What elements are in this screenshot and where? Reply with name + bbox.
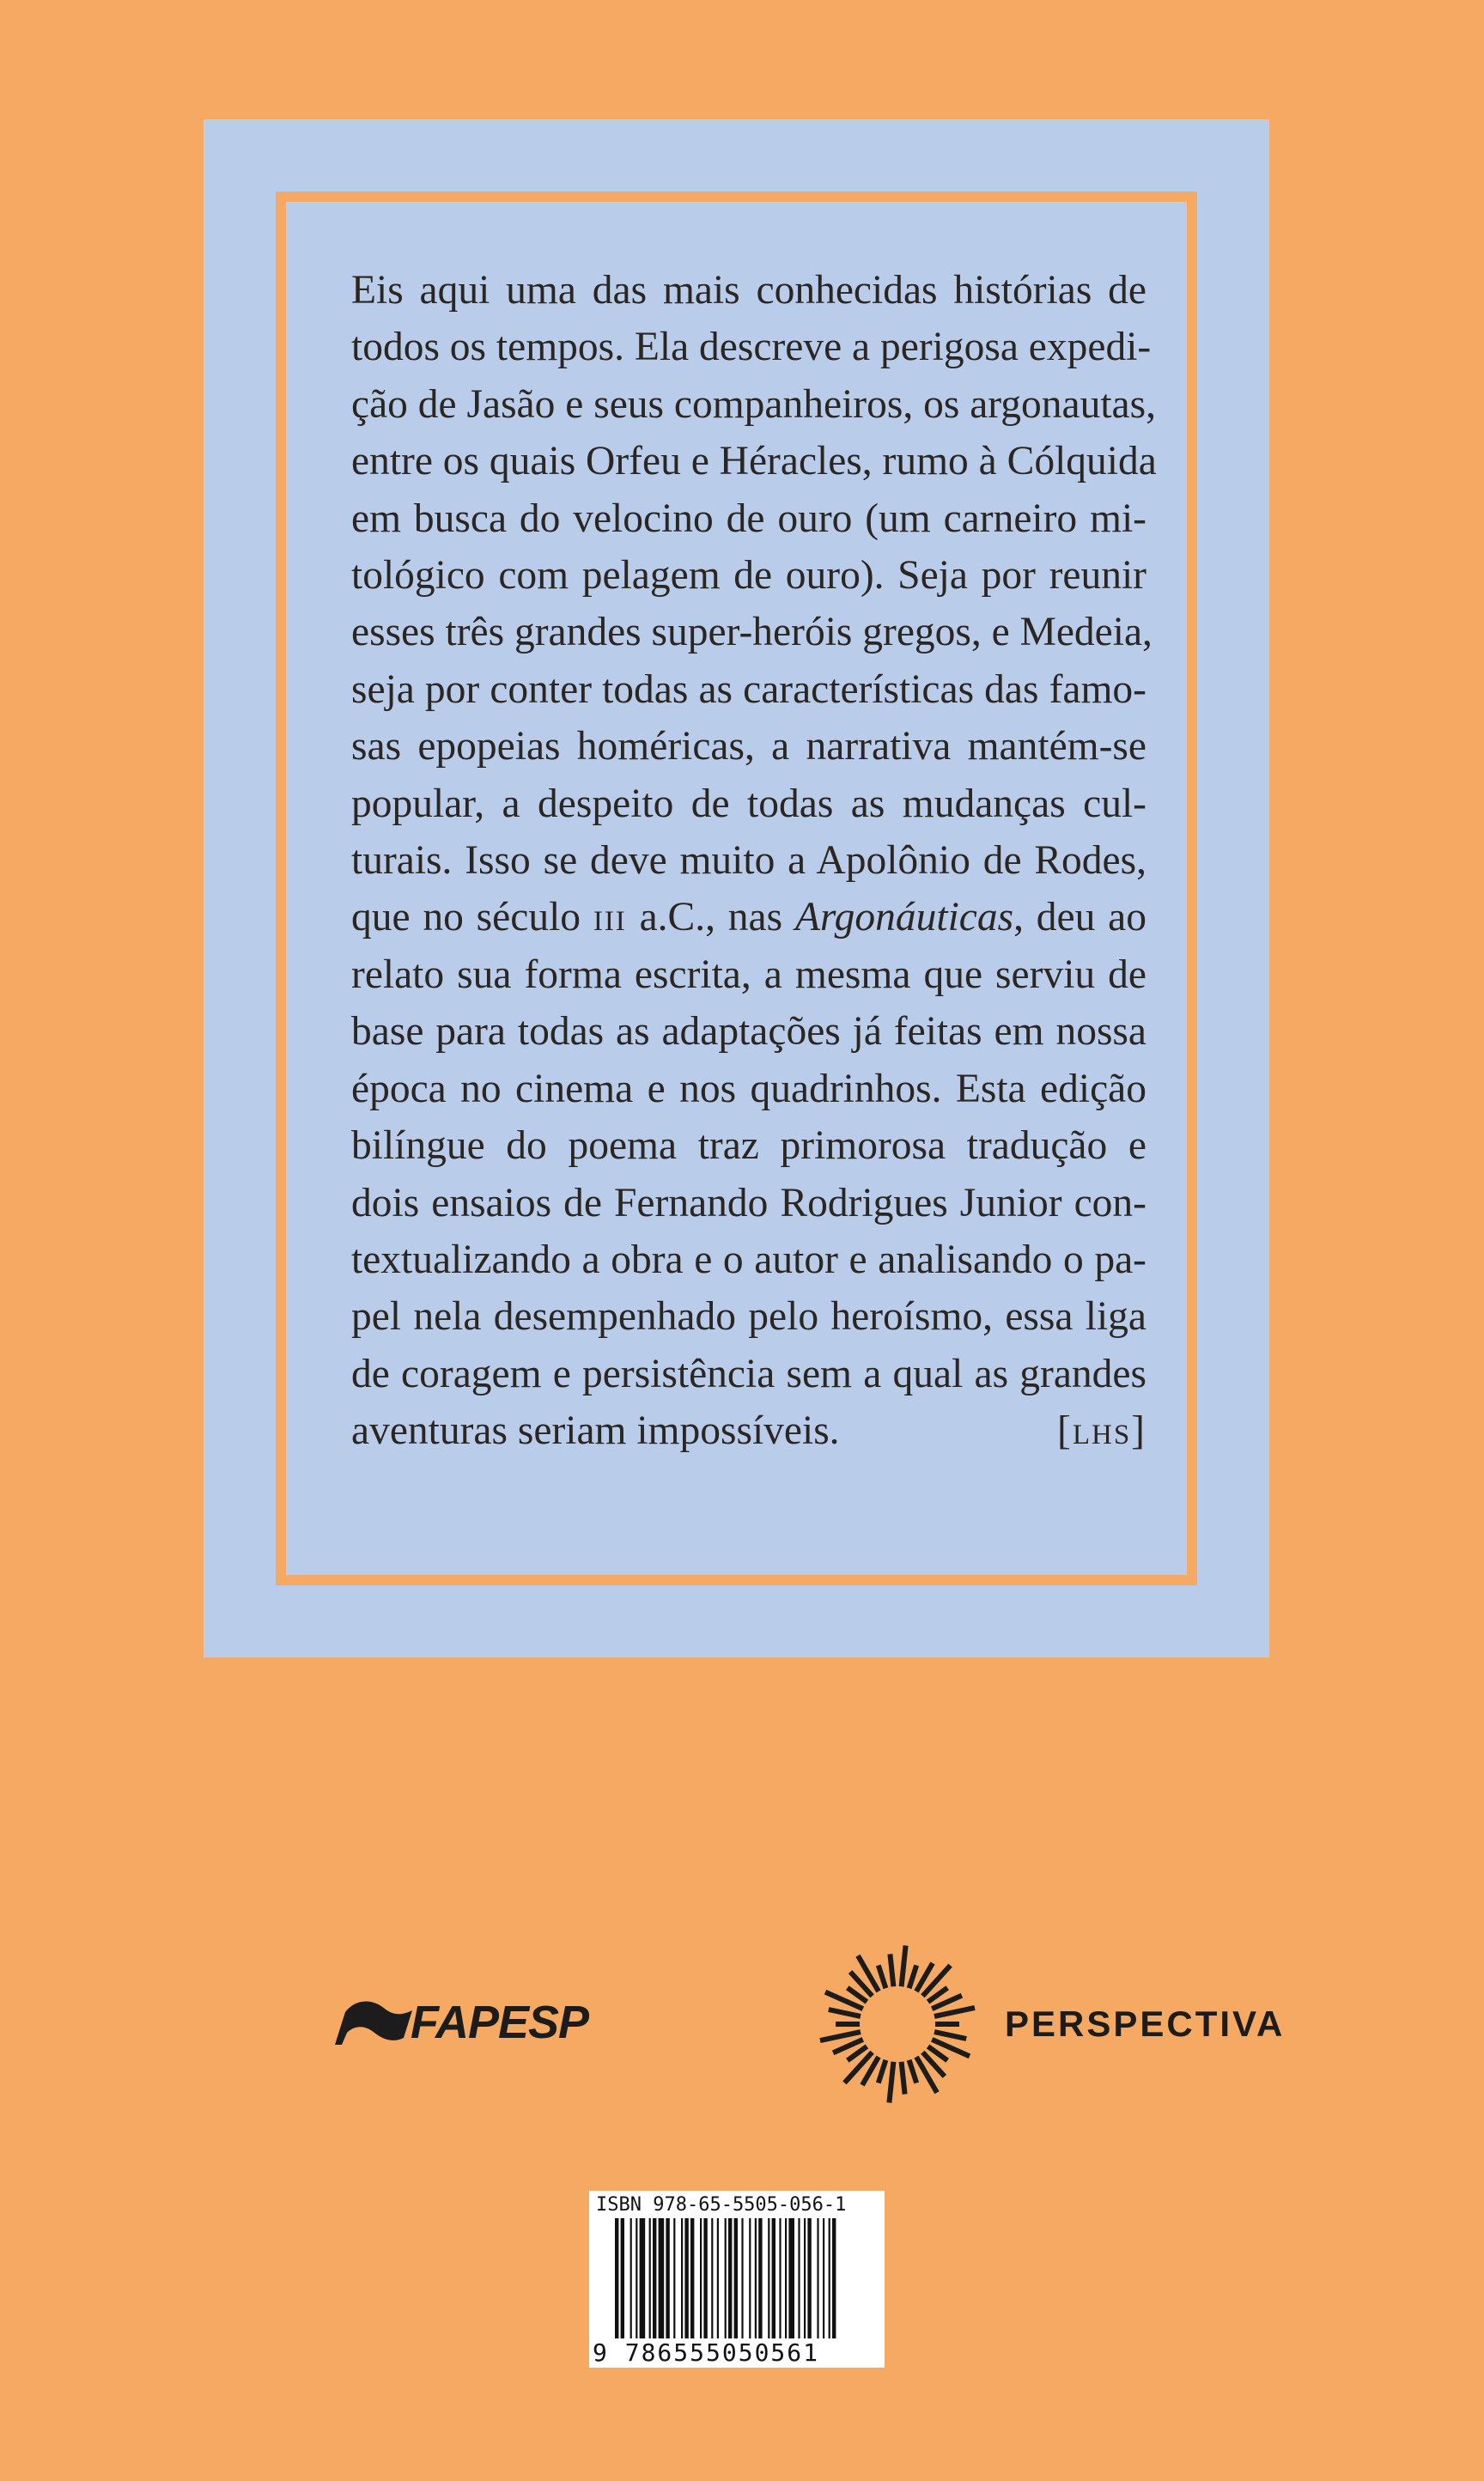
sunburst-ray <box>902 2062 905 2095</box>
blurb-line-century <box>351 889 1146 946</box>
isbn-text: ISBN 978-65-5505-056-1 <box>596 2194 847 2216</box>
blurb-line: base para todas as adaptações já feitas em nossa <box>351 1009 1146 1055</box>
barcode-bar <box>785 2218 787 2338</box>
sunburst-ray <box>890 1954 893 1986</box>
sunburst-ray <box>902 1946 906 1987</box>
blurb-text: aventuras seriam impossíveis. <box>351 1408 840 1454</box>
barcode-bar <box>717 2218 719 2338</box>
barcode-bar <box>649 2218 651 2338</box>
work-title: Argonáuticas <box>794 895 1014 940</box>
barcode-bar <box>621 2218 624 2338</box>
barcode-bar <box>630 2218 632 2338</box>
barcode-bar <box>817 2218 818 2338</box>
sunburst-ray <box>934 2032 966 2039</box>
barcode-bar <box>725 2218 727 2338</box>
blurb-line: bilíngue do poema traz primorosa tradução e <box>351 1123 1146 1169</box>
sunburst-ray <box>889 2062 893 2103</box>
barcode-bar <box>823 2218 824 2338</box>
barcode-bar <box>832 2218 836 2338</box>
blurb-line: turais. Isso se deve muito a Apolônio de Rodes, <box>351 838 1146 884</box>
barcode-bar <box>636 2218 637 2338</box>
barcode-bar <box>615 2218 618 2338</box>
barcode-bar <box>700 2218 702 2338</box>
sunburst-ray <box>820 2032 861 2040</box>
barcode-bar <box>758 2218 762 2338</box>
barcode-bar <box>653 2218 656 2338</box>
barcode-bar <box>681 2218 683 2338</box>
blurb-line: esses três grandes super-heróis gregos, e Medeia, <box>351 610 1153 655</box>
blurb-line: popular, a despeito de todas as mudanças cul- <box>351 781 1146 826</box>
blurb-text: a.C., nas <box>639 895 783 940</box>
fapesp-wordmark: FAPESP <box>411 1997 589 2048</box>
fapesp-flag-icon <box>330 1995 416 2050</box>
blurb-line: relato sua forma escrita, a mesma que serviu de <box>351 952 1146 997</box>
sunburst-ray <box>879 1966 886 1989</box>
sunburst-ray <box>909 1966 917 1989</box>
barcode-bar <box>703 2218 707 2338</box>
blurb-line: seja por conter todas as características das famo- <box>351 666 1146 712</box>
blurb-line: dois ensaios de Fernando Rodrigues Junior con- <box>351 1180 1146 1225</box>
blurb-text: que no século <box>351 895 581 940</box>
blurb-line: de coragem e persistência sem a qual as grandes <box>351 1351 1146 1396</box>
sunburst-ray <box>934 2008 975 2016</box>
barcode-bar <box>768 2218 769 2338</box>
barcode-bar <box>804 2218 806 2338</box>
barcode-bar <box>684 2218 688 2338</box>
perspectiva-wordmark: PERSPECTIVA <box>1005 2004 1286 2044</box>
barcode-bar <box>772 2218 775 2338</box>
author-signature: [lhs] <box>1057 1408 1146 1454</box>
barcode-bar <box>829 2218 830 2338</box>
blurb-line: textualizando a obra e o autor e analisando o pa- <box>351 1237 1146 1282</box>
sunburst-ray <box>909 2060 917 2083</box>
barcode-bar <box>666 2218 669 2338</box>
blurb-line: em busca do velocino de ouro (um carneiro mi- <box>351 496 1146 541</box>
blurb-text: , deu ao <box>1013 895 1146 940</box>
barcode-bar <box>728 2218 732 2338</box>
barcode-bar <box>741 2218 743 2338</box>
barcode-bar <box>659 2218 665 2338</box>
blurb-frame <box>276 192 1197 1585</box>
isbn-barcode <box>589 2191 885 2368</box>
fapesp-logo <box>330 1992 605 2052</box>
blurb-line: pel nela desempenhado pelo heroísmo, essa liga <box>351 1294 1146 1340</box>
barcode-bar <box>788 2218 794 2338</box>
blurb-line: Eis aqui uma das mais conhecidas histórias de <box>351 268 1146 313</box>
barcode-bar <box>734 2218 738 2338</box>
barcode-bar <box>798 2218 800 2338</box>
barcode-bar <box>673 2218 675 2338</box>
century-numeral: iii <box>593 895 627 940</box>
barcode-bar <box>779 2218 781 2338</box>
barcode-bar <box>749 2218 751 2338</box>
barcode-bar <box>807 2218 811 2338</box>
blurb-line: entre os quais Orfeu e Héracles, rumo à Cólquida <box>351 439 1157 484</box>
ean-digits <box>593 2338 819 2367</box>
ean-rest-digits: 786555050561 <box>624 2338 820 2367</box>
blurb-line: tológico com pelagem de ouro). Seja por reunir <box>351 553 1146 599</box>
sunburst-ray <box>879 2060 886 2083</box>
barcode-bar <box>755 2218 757 2338</box>
blurb-line: ção de Jasão e seus companheiros, os argonautas, <box>351 381 1156 427</box>
barcode-bar <box>640 2218 646 2338</box>
blurb-line: todos os tempos. Ela descreve a perigosa expedi- <box>351 325 1152 370</box>
blurb-last-line <box>351 1402 1146 1459</box>
back-cover-blurb <box>351 262 1157 1460</box>
perspectiva-sunburst-icon <box>816 1943 979 2106</box>
barcode-bar <box>690 2218 694 2338</box>
sunburst-ray <box>829 2010 861 2016</box>
blurb-line: sas epopeias homéricas, a narrativa mantém-se <box>351 724 1146 769</box>
ean-first-digit: 9 <box>593 2338 609 2367</box>
perspectiva-logo <box>816 1943 1285 2106</box>
blurb-panel <box>204 119 1269 1657</box>
blurb-line: época no cinema e nos quadrinhos. Esta edição <box>351 1066 1146 1111</box>
barcode-bar <box>711 2218 713 2338</box>
